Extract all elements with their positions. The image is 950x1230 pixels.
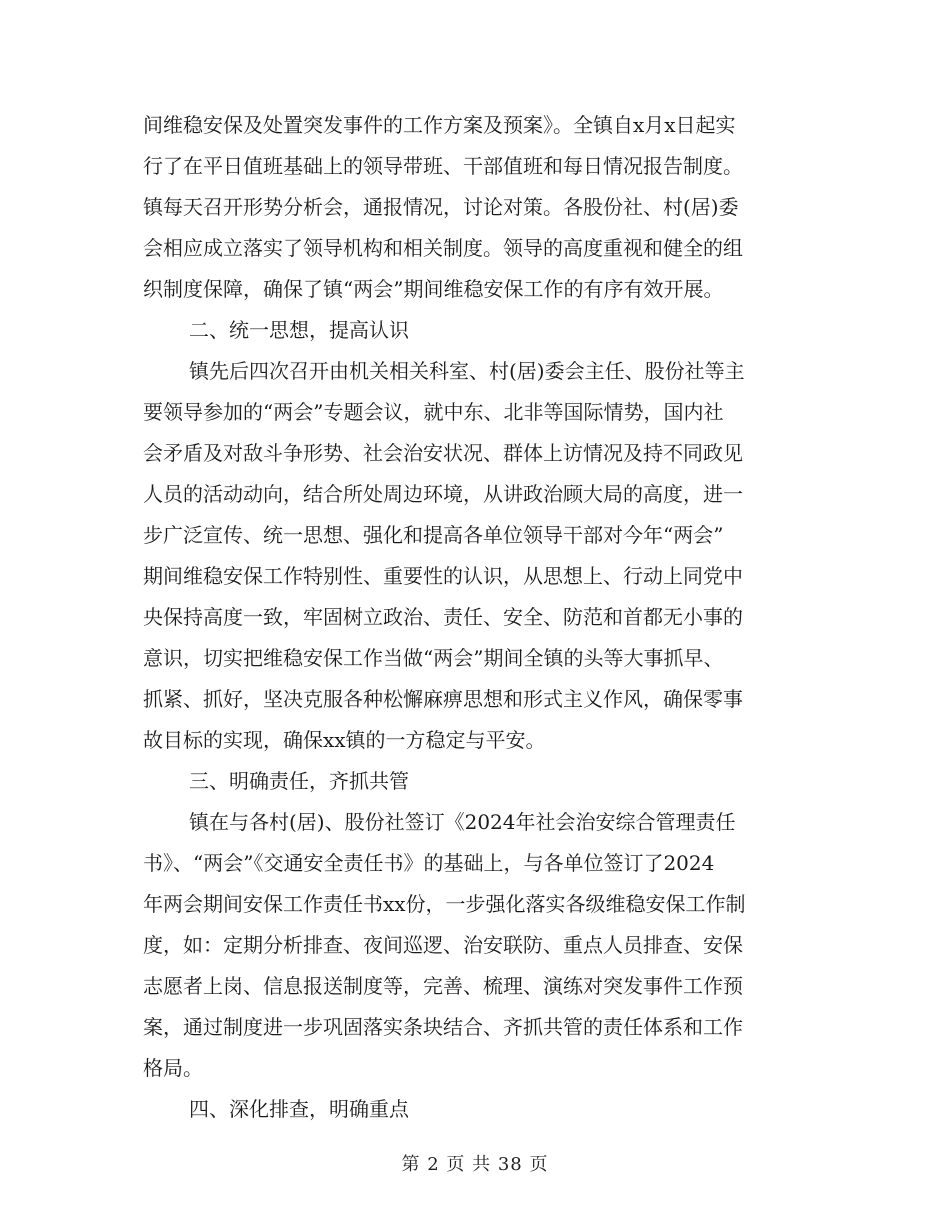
text-line: 镇每天召开形势分析会，通报情况，讨论对策。各股份社、村(居)委: [143, 195, 739, 219]
paragraph-start-line: 四、深化排查，明确重点: [189, 1097, 409, 1121]
page-footer: [0, 1153, 950, 1177]
text-line: 会相应成立落实了领导机构和相关制度。领导的高度重视和健全的组: [143, 236, 743, 260]
page-number-label: 第 2 页 共 38 页: [401, 1154, 549, 1175]
text-line: 书》、“两会”《交通安全责任书》的基础上，与各单位签订了2024: [143, 851, 715, 875]
text-line: 年两会期间安保工作责任书xx份，一步强化落实各级维稳安保工作制: [143, 892, 746, 916]
text-line: 志愿者上岗、信息报送制度等，完善、梳理、演练对突发事件工作预: [143, 974, 743, 998]
text-line: 织制度保障，确保了镇“两会”期间维稳安保工作的有序有效开展。: [143, 277, 724, 301]
text-line: 案，通过制度进一步巩固落实条块结合、齐抓共管的责任体系和工作: [143, 1015, 743, 1039]
text-line: 步广泛宣传、统一思想、强化和提高各单位领导干部对今年“两会”: [143, 523, 724, 547]
text-line: 会矛盾及对敌斗争形势、社会治安状况、群体上访情况及持不同政见: [143, 441, 743, 465]
text-line: 央保持高度一致，牢固树立政治、责任、安全、防范和首都无小事的: [143, 605, 743, 629]
document-body: [143, 105, 818, 1130]
text-line: 人员的活动动向，结合所处周边环境，从讲政治顾大局的高度，进一: [143, 482, 743, 506]
paragraph-start-line: 镇在与各村(居)、股份社签订《2024年社会治安综合管理责任: [189, 810, 736, 834]
text-line: 期间维稳安保工作特别性、重要性的认识，从思想上、行动上同党中: [143, 564, 743, 588]
text-line: 要领导参加的“两会”专题会议，就中东、北非等国际情势，国内社: [143, 400, 724, 424]
text-line: 故目标的实现，确保xx镇的一方稳定与平安。: [143, 728, 546, 752]
text-line: 度，如：定期分析排查、夜间巡逻、治安联防、重点人员排查、安保: [143, 933, 743, 957]
paragraph-start-line: 二、统一思想，提高认识: [189, 318, 409, 342]
text-line: 间维稳安保及处置突发事件的工作方案及预案》。全镇自x月x日起实: [143, 113, 736, 137]
text-line: 格局。: [143, 1056, 203, 1080]
text-line: 行了在平日值班基础上的领导带班、干部值班和每日情况报告制度。: [143, 154, 743, 178]
text-line: 抓紧、抓好，坚决克服各种松懈麻痹思想和形式主义作风，确保零事: [143, 687, 743, 711]
paragraph-start-line: 镇先后四次召开由机关相关科室、村(居)委会主任、股份社等主: [189, 359, 745, 383]
paragraph-start-line: 三、明确责任，齐抓共管: [189, 769, 409, 793]
text-line: 意识，切实把维稳安保工作当做“两会”期间全镇的头等大事抓早、: [143, 646, 724, 670]
